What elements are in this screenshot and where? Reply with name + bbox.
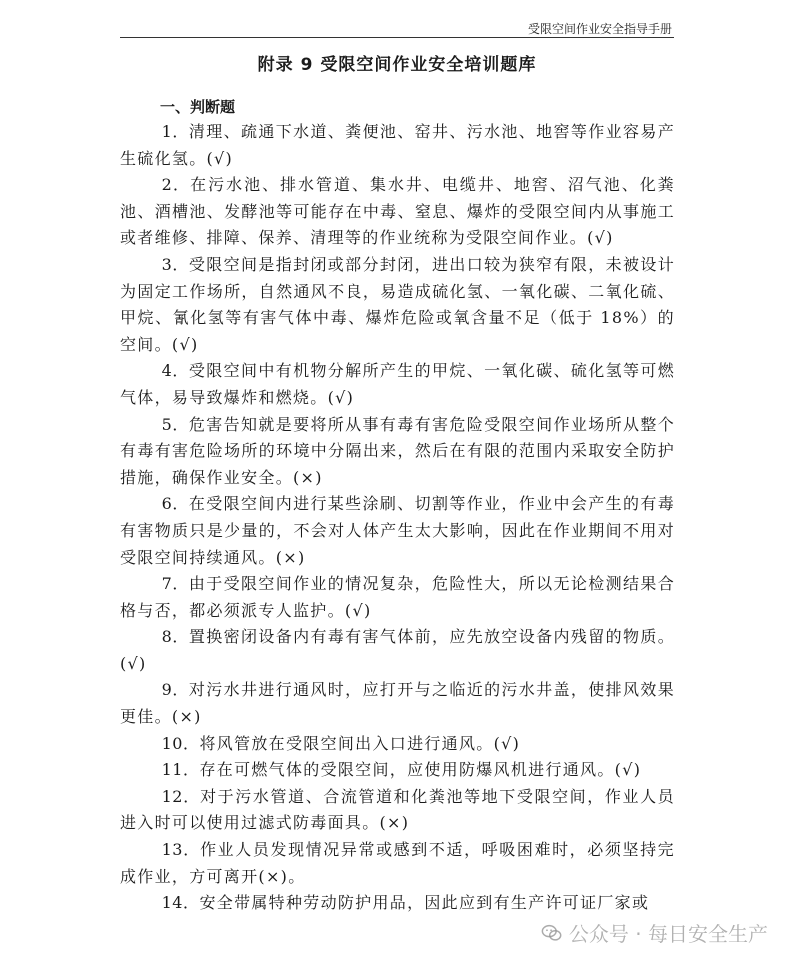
- question-item: [120, 119, 675, 172]
- question-text: 在污水池、排水管道、集水井、电缆井、地窖、沼气池、化粪池、酒槽池、发酵池等可能存在中毒、窒息、爆炸的受限空间内从事施工或者维修、排障、保养、清理等的作业统称为受限空间作业。(√): [120, 175, 675, 248]
- question-text: 对于污水管道、合流管道和化粪池等地下受限空间，作业人员进入时可以使用过滤式防毒面具。(×): [120, 786, 675, 833]
- question-number: 4．: [161, 361, 189, 381]
- question-item: [120, 784, 675, 837]
- wechat-icon: [541, 922, 563, 944]
- question-number: 11．: [161, 760, 200, 780]
- question-text: 安全带属特种劳动防护用品，因此应到有生产许可证厂家或: [199, 893, 650, 913]
- question-number: 7．: [161, 574, 189, 594]
- question-number: 1．: [161, 122, 189, 141]
- question-number: 14．: [161, 893, 200, 913]
- question-text: 受限空间中有机物分解所产生的甲烷、一氧化碳、硫化氢等可燃气体，易导致爆炸和燃烧。(√): [120, 361, 675, 407]
- watermark: [541, 918, 768, 947]
- header-rule: [120, 37, 674, 38]
- question-item: [120, 890, 675, 917]
- question-number: 9．: [161, 680, 189, 700]
- question-item: [120, 731, 675, 758]
- question-number: 2．: [161, 175, 191, 195]
- question-number: 5．: [161, 414, 189, 434]
- question-number: 12．: [161, 786, 201, 806]
- question-item: [120, 571, 675, 624]
- question-number: 10．: [161, 733, 200, 753]
- question-item: [120, 358, 675, 411]
- question-item: [120, 757, 675, 784]
- running-header: 受限空间作业安全指导手册: [527, 22, 672, 36]
- question-number: 3．: [161, 254, 189, 274]
- question-text: 危害告知就是要将所从事有毒有害危险受限空间作业场所从整个有毒有害危险场所的环境中分隔出来，然后在有限的范围内采取安全防护措施，确保作业安全。(×): [120, 414, 675, 487]
- section-heading: 一、判断题: [160, 98, 236, 116]
- question-text: 置换密闭设备内有毒有害气体前，应先放空设备内残留的物质。(√): [120, 627, 675, 673]
- question-number: 6．: [161, 494, 189, 514]
- question-item: [120, 491, 675, 571]
- question-text: 清理、疏通下水道、粪便池、窑井、污水池、地窖等作业容易产生硫化氢。(√): [120, 122, 675, 168]
- question-item: [120, 837, 675, 890]
- question-item: [120, 252, 675, 358]
- question-text: 存在可燃气体的受限空间，应使用防爆风机进行通风。(√): [199, 760, 642, 780]
- question-text: 由于受限空间作业的情况复杂，危险性大，所以无论检测结果合格与否，都必须派专人监护。(√): [120, 574, 675, 620]
- question-text: 对污水井进行通风时，应打开与之临近的污水井盖，使排风效果更佳。(×): [120, 680, 675, 727]
- question-number: 8．: [161, 627, 189, 647]
- question-item: [120, 677, 675, 730]
- page-title: 附录 9 受限空间作业安全培训题库: [257, 55, 537, 75]
- question-text: 受限空间是指封闭或部分封闭，进出口较为狭窄有限，未被设计为固定工作场所，自然通风不良，易造成硫化氢、一氧化碳、二氧化硫、甲烷、氰化氢等有害气体中毒、爆炸危险或氧含量不足（低于 18%）的空间。(√): [120, 254, 675, 354]
- question-number: 13．: [161, 840, 201, 860]
- question-list: [120, 119, 675, 917]
- question-item: [120, 172, 675, 252]
- question-text: 作业人员发现情况异常或感到不适，呼吸困难时，必须坚持完成作业，方可离开(×)。: [120, 840, 675, 886]
- question-item: [120, 412, 675, 492]
- question-text: 将风管放在受限空间出入口进行通风。(√): [199, 733, 521, 753]
- watermark-text: 公众号 · 每日安全生产: [568, 922, 768, 946]
- question-text: 在受限空间内进行某些涂刷、切割等作业，作业中会产生的有毒有害物质只是少量的，不会对人体产生太大影响，因此在作业期间不用对受限空间持续通风。(×): [120, 494, 675, 567]
- question-item: [120, 624, 675, 677]
